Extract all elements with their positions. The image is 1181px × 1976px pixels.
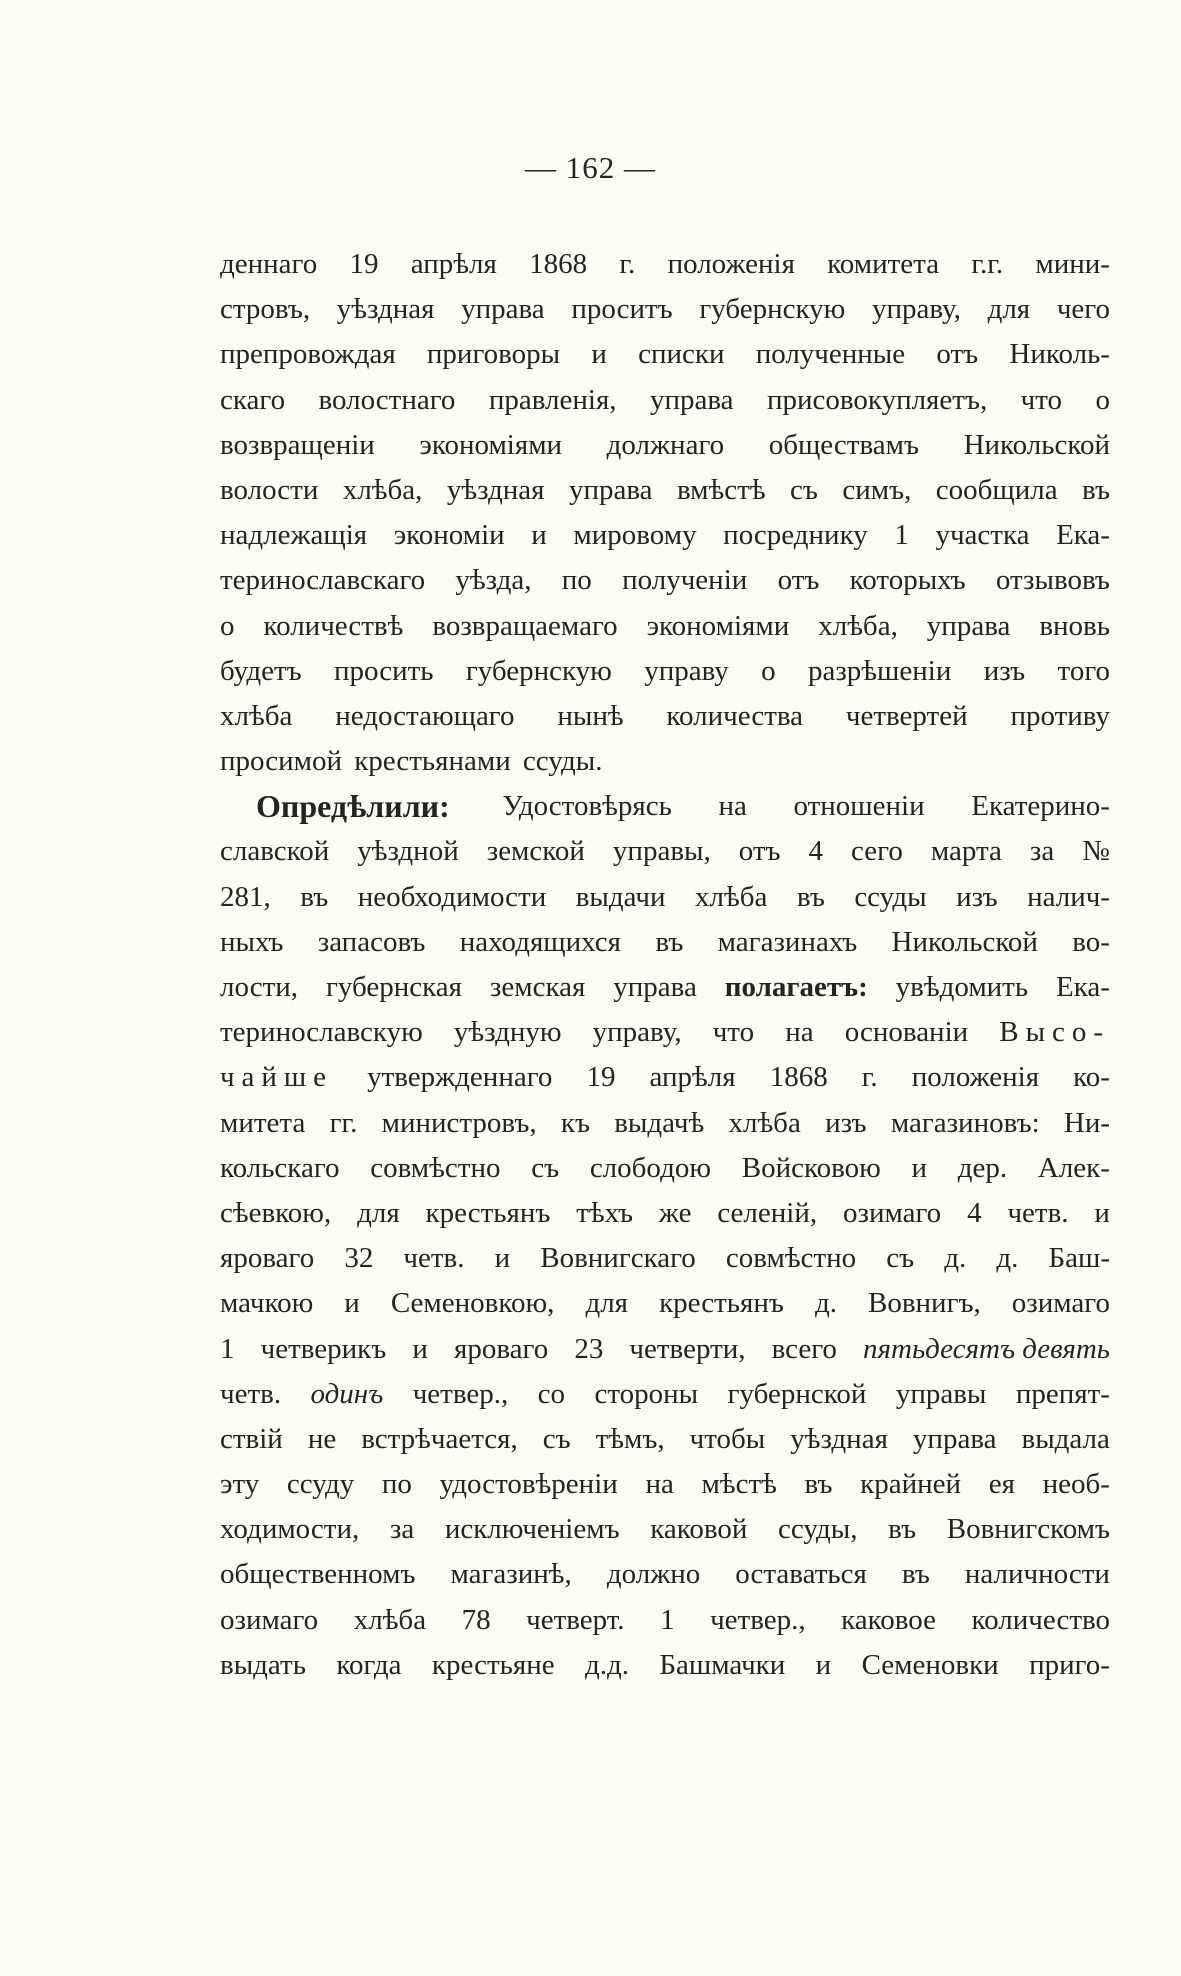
word: министровъ,: [381, 1106, 537, 1139]
word: Семеновки: [861, 1648, 999, 1681]
word: должнаго: [606, 428, 725, 461]
word: выдачи: [575, 880, 666, 913]
word: №: [1082, 835, 1110, 868]
spaced-word: чайше: [220, 1061, 333, 1094]
word: теринославскаго: [220, 564, 426, 597]
word: изъ: [983, 654, 1026, 687]
word: Ека-: [1056, 971, 1110, 1003]
word: озимаго: [1011, 1287, 1110, 1320]
word: въ: [901, 1558, 930, 1591]
word: ссуду: [286, 1468, 355, 1501]
word: выдачѣ: [614, 1106, 705, 1139]
text-line: [220, 242, 1110, 287]
word: управа: [649, 383, 734, 416]
word: слободою: [589, 1151, 711, 1184]
word: же: [658, 1196, 692, 1229]
word: экономіи: [393, 519, 505, 552]
word: отъ: [738, 835, 781, 868]
word: Николь-: [1009, 338, 1110, 371]
word: присовокупляетъ,: [766, 383, 988, 416]
word: Вовнигскомъ: [946, 1513, 1110, 1546]
italic-amount: пятьдесятъ девять: [863, 1332, 1110, 1365]
word: тѣмъ,: [595, 1422, 665, 1455]
word: четвер.,: [710, 1603, 806, 1636]
word: возвращаемаго: [432, 609, 618, 642]
word: на: [645, 1468, 674, 1501]
word: сѣевкою,: [220, 1196, 332, 1229]
word: Удостовѣрясь: [502, 790, 672, 823]
text-line: [220, 784, 1110, 829]
word: всего: [771, 1332, 837, 1365]
word: магазинахъ: [717, 925, 858, 958]
word: управа: [613, 971, 697, 1003]
text-line: [220, 287, 1110, 332]
word: правленія,: [488, 383, 617, 416]
word: д.д.: [584, 1648, 629, 1681]
word: хлѣба: [728, 1106, 801, 1139]
word: ныхъ: [220, 925, 284, 958]
text-line: [220, 468, 1110, 513]
word: 19: [349, 248, 379, 280]
word: управа: [461, 293, 545, 326]
word: крестьянъ: [659, 1287, 784, 1320]
word: недостающаго: [335, 699, 515, 732]
word: на: [718, 790, 747, 823]
word: управа: [568, 473, 653, 506]
word: ея: [988, 1468, 1015, 1501]
text-line: [220, 378, 1110, 423]
word: земской: [486, 835, 585, 868]
word: хлѣба: [353, 1603, 427, 1636]
word: удостовѣреніи: [439, 1468, 618, 1501]
word: губернской: [727, 1377, 867, 1410]
paragraph-1: [220, 242, 1110, 784]
word: не: [307, 1422, 337, 1455]
word: положенія: [667, 248, 795, 280]
word: и: [344, 1287, 360, 1320]
text-line: [220, 558, 1110, 603]
word: г.: [619, 248, 636, 280]
word: мировому: [573, 519, 697, 552]
word: для: [357, 1196, 400, 1229]
word: что: [712, 1016, 755, 1049]
word: о: [220, 609, 235, 642]
word: полученные: [755, 338, 906, 371]
word: каковой: [650, 1513, 748, 1546]
text-line: [220, 965, 1110, 1010]
word: четверт.: [526, 1603, 625, 1636]
word: хлѣба: [694, 880, 768, 913]
word: наличности: [964, 1558, 1110, 1591]
word: выдала: [1021, 1422, 1110, 1455]
word: Войсковою: [741, 1151, 881, 1184]
word: управу,: [592, 1016, 682, 1049]
word: когда: [336, 1648, 402, 1681]
decision-keyword: полагаетъ:: [724, 971, 868, 1003]
word: уѣздная: [336, 293, 435, 326]
word: каковое: [841, 1603, 937, 1636]
word: крестьянъ: [425, 1196, 551, 1229]
word: ствій: [220, 1422, 283, 1455]
word: управу: [644, 654, 729, 687]
word: для: [987, 293, 1031, 326]
text-line: [220, 694, 1110, 739]
word: вмѣстѣ: [676, 473, 766, 506]
word: встрѣчается,: [361, 1422, 518, 1455]
word: въ: [888, 1513, 917, 1546]
word: мини-: [1035, 248, 1110, 280]
word: изъ: [956, 880, 998, 913]
word: управы,: [612, 835, 711, 868]
word: комитета: [827, 248, 940, 280]
word: уѣздной: [357, 835, 459, 868]
word: губернскую: [699, 293, 846, 326]
word: для: [585, 1287, 629, 1320]
word: противу: [1010, 699, 1110, 732]
word: четв.: [1007, 1196, 1069, 1229]
word: отзывовъ: [995, 564, 1110, 597]
word: уѣзда,: [455, 564, 532, 597]
italic-amount: одинъ: [310, 1377, 384, 1410]
word: д.: [944, 1242, 967, 1275]
word: разрѣшеніи: [807, 654, 952, 687]
word: Башмачки: [659, 1648, 786, 1681]
word: селеній,: [717, 1196, 818, 1229]
word: и: [591, 338, 607, 371]
text-line: [220, 1010, 1110, 1055]
word: отъ: [936, 338, 979, 371]
word: увѣдомить: [895, 971, 1029, 1003]
word: чего: [1056, 293, 1110, 326]
word: скаго: [220, 383, 286, 416]
word: управы: [895, 1377, 987, 1410]
word: необ-: [1042, 1468, 1110, 1501]
word: г.г.: [971, 248, 1004, 280]
word: сего: [851, 835, 903, 868]
word: Семеновкою,: [390, 1287, 555, 1320]
word: Вовнигскаго: [540, 1242, 696, 1275]
word: участка: [935, 519, 1030, 552]
word: Алек-: [1037, 1151, 1110, 1184]
text-line: [220, 1462, 1110, 1507]
word: и: [911, 1151, 928, 1184]
word: о: [1095, 383, 1110, 416]
word: 1868: [769, 1061, 828, 1094]
word: вновь: [1039, 609, 1110, 642]
word: запасовъ: [317, 925, 426, 958]
word: четв.: [403, 1242, 465, 1275]
word: съ: [790, 473, 818, 506]
word: возвращеніи: [220, 428, 375, 461]
word: управа: [926, 609, 1011, 642]
word: уѣздная: [790, 1422, 888, 1455]
word: мѣстѣ: [701, 1468, 777, 1501]
word: уѣздная: [446, 473, 545, 506]
text-line: [220, 1191, 1110, 1236]
word: озимаго: [843, 1196, 942, 1229]
word: и: [1094, 1196, 1110, 1229]
word: на: [785, 1016, 814, 1049]
word: экономіями: [419, 428, 563, 461]
text-line: [220, 332, 1110, 377]
page-number: — 162 —: [525, 150, 656, 185]
text-line: [220, 1101, 1110, 1146]
resolution-heading: Опредѣлили:: [256, 788, 450, 825]
word: общественномъ: [220, 1558, 416, 1591]
text-line: [220, 1598, 1110, 1643]
text-line: [220, 604, 1110, 649]
word: выдать: [220, 1648, 306, 1681]
word: препровождая: [220, 338, 396, 371]
word: и: [412, 1332, 428, 1365]
word: стровъ,: [220, 293, 311, 326]
word: посреднику: [723, 519, 868, 552]
word: стороны: [594, 1377, 699, 1410]
word: озимаго: [220, 1603, 319, 1636]
word: о: [761, 654, 776, 687]
text-line: [220, 1055, 1110, 1100]
word: съ: [886, 1242, 915, 1275]
word: четверти,: [629, 1332, 746, 1365]
word: деннаго: [220, 248, 318, 280]
text-line: [220, 649, 1110, 694]
word: надлежащія: [220, 519, 368, 552]
word: 1: [660, 1603, 675, 1636]
word: сообщила: [935, 473, 1058, 506]
text-line: [220, 829, 1110, 874]
text-line: [220, 1236, 1110, 1281]
word: магазинѣ,: [450, 1558, 572, 1591]
word: полученіи: [622, 564, 748, 597]
word: за: [389, 1513, 415, 1546]
word: необходимости: [357, 880, 547, 913]
word: приго-: [1029, 1648, 1110, 1681]
word: Ека-: [1056, 519, 1110, 552]
word: по: [381, 1468, 412, 1501]
word: изъ: [825, 1106, 867, 1139]
spaced-word: Высо-: [999, 1016, 1110, 1049]
word: что: [1020, 383, 1063, 416]
word: славской: [220, 835, 330, 868]
word: экономіями: [646, 609, 790, 642]
text-line: [220, 739, 1110, 784]
word: въ: [300, 880, 329, 913]
word: 1868: [529, 248, 588, 280]
word: 23: [574, 1332, 604, 1365]
word: въ: [1082, 473, 1110, 506]
word: 32: [344, 1242, 374, 1275]
word: марта: [930, 835, 1002, 868]
text-line: [220, 513, 1110, 558]
word: того: [1057, 654, 1110, 687]
word: утвержденнаго: [367, 1061, 553, 1094]
word: просить: [333, 654, 434, 687]
word: обществамъ: [768, 428, 919, 461]
word: теринославскую: [220, 1016, 423, 1049]
word: Вовнигъ,: [868, 1287, 981, 1320]
word: ссуды,: [777, 1513, 858, 1546]
word: четв.: [220, 1377, 282, 1410]
word: уѣздную: [453, 1016, 562, 1049]
word: ссуды.: [522, 745, 603, 778]
word: хлѣба: [220, 699, 293, 732]
word: количества: [666, 699, 804, 732]
text-line: [220, 1281, 1110, 1326]
word: и: [494, 1242, 511, 1275]
word: будетъ: [220, 654, 302, 687]
word: дер.: [957, 1151, 1008, 1184]
word: крестьянами: [354, 745, 511, 778]
word: управу,: [871, 293, 961, 326]
word: основаніи: [844, 1016, 969, 1049]
body-text: [220, 242, 1110, 1688]
word: 4: [808, 835, 824, 868]
word: съ: [531, 1151, 560, 1184]
word: хлѣба,: [342, 473, 423, 506]
word: крайней: [860, 1468, 962, 1501]
paragraph-2: [220, 784, 1110, 1688]
word: проситъ: [571, 293, 673, 326]
word: приговоры: [426, 338, 561, 371]
text-line: [220, 1417, 1110, 1462]
word: во-: [1072, 925, 1110, 958]
word: г.: [861, 1061, 878, 1094]
word: д.: [814, 1287, 837, 1320]
text-line: [220, 1643, 1110, 1688]
word: съ: [542, 1422, 571, 1455]
word: нынѣ: [557, 699, 624, 732]
word: митета: [220, 1106, 306, 1139]
word: лости,: [220, 971, 299, 1003]
word: апрѣля: [410, 248, 497, 280]
word: 1: [894, 519, 909, 552]
word: волостнаго: [318, 383, 456, 416]
word: мачкою: [220, 1287, 314, 1320]
word: количествѣ: [263, 609, 404, 642]
word: въ: [796, 880, 825, 913]
word: количество: [971, 1603, 1110, 1636]
text-line: [220, 1372, 1110, 1417]
word: ко-: [1073, 1061, 1110, 1094]
word: яроваго: [454, 1332, 549, 1365]
word: налич-: [1027, 880, 1110, 913]
word: земская: [489, 971, 586, 1003]
word: д.: [996, 1242, 1019, 1275]
word: 1: [220, 1332, 235, 1365]
word: губернская: [325, 971, 462, 1003]
word: управа: [912, 1422, 997, 1455]
word: и: [815, 1648, 832, 1681]
text-line: [220, 875, 1110, 920]
word: 4: [967, 1196, 982, 1229]
word: крестьяне: [431, 1648, 555, 1681]
word: исключеніемъ: [444, 1513, 620, 1546]
word: отъ: [777, 564, 820, 597]
word: апрѣля: [649, 1061, 736, 1094]
word: совмѣстно: [370, 1151, 501, 1184]
word: четверикъ: [260, 1332, 387, 1365]
word: хлѣба,: [818, 609, 898, 642]
word: должно: [606, 1558, 701, 1591]
word: находящихся: [459, 925, 622, 958]
word: списки: [638, 338, 725, 371]
word: симъ,: [842, 473, 912, 506]
text-line: [220, 920, 1110, 965]
word: ходимости,: [220, 1513, 360, 1546]
word: ссуды: [854, 880, 927, 913]
word: кольскаго: [220, 1151, 340, 1184]
word: гг.: [329, 1106, 358, 1139]
text-line: [220, 1327, 1110, 1372]
word: яроваго: [220, 1242, 315, 1275]
word: тѣхъ: [576, 1196, 634, 1229]
word: въ: [655, 925, 684, 958]
word: четвер.,: [412, 1377, 509, 1410]
word: положенія: [911, 1061, 1040, 1094]
word: 78: [461, 1603, 491, 1636]
word: за: [1029, 835, 1055, 868]
word: магазиновъ:: [890, 1106, 1040, 1139]
word: въ: [804, 1468, 833, 1501]
text-line: [220, 423, 1110, 468]
word: чтобы: [689, 1422, 766, 1455]
word: и: [531, 519, 547, 552]
word: по: [561, 564, 592, 597]
word: Баш-: [1048, 1242, 1110, 1275]
word: просимой: [220, 745, 343, 778]
word: 281,: [220, 880, 271, 913]
text-line: [220, 1146, 1110, 1191]
word: Екатерино-: [971, 790, 1110, 823]
word: оставаться: [735, 1558, 867, 1591]
word: Никольской: [891, 925, 1038, 958]
word: къ: [560, 1106, 590, 1139]
word: 19: [586, 1061, 616, 1094]
word: отношеніи: [793, 790, 925, 823]
text-line: [220, 1507, 1110, 1552]
word: Ни-: [1063, 1106, 1110, 1139]
word: волости: [220, 473, 319, 506]
word: совмѣстно: [725, 1242, 857, 1275]
text-line: [220, 1552, 1110, 1597]
word: препят-: [1015, 1377, 1110, 1410]
word: губернскую: [465, 654, 612, 687]
word: со: [537, 1377, 566, 1410]
word: эту: [220, 1468, 260, 1501]
word: которыхъ: [849, 564, 966, 597]
word: четвертей: [845, 699, 968, 732]
word: Никольской: [963, 428, 1110, 461]
